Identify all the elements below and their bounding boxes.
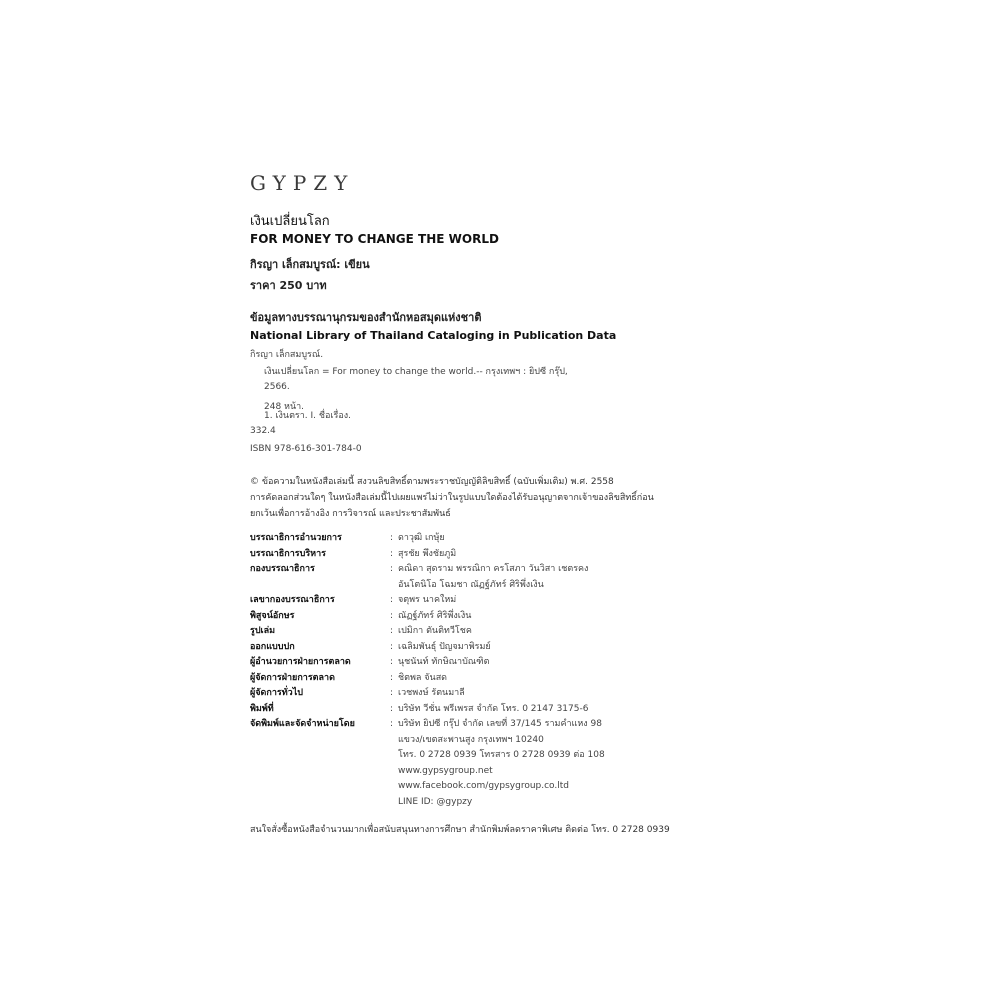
credit-role: บรรณาธิการอำนวยการ	[250, 533, 342, 543]
bulk-order-note: สนใจสั่งซื้อหนังสือจำนวนมากเพื่อสนับสนุนทางการศึกษา สำนักพิมพ์ลดราคาพิเศษ ติดต่อ โทร. 0 2728 0939	[250, 825, 670, 835]
credits-list	[250, 531, 730, 810]
cip-heading-english: National Library of Thailand Cataloging in Publication Data	[250, 329, 617, 342]
book-title-thai: เงินเปลี่ยนโลก	[250, 214, 330, 229]
credit-row	[250, 531, 730, 547]
credit-value	[398, 640, 491, 656]
cip-line: 2566.	[264, 382, 290, 392]
credit-value-line: บริษัท วีชั่น พรีเพรส จำกัด โทร. 0 2147 3175-6	[398, 703, 589, 714]
credit-value	[398, 609, 471, 625]
credit-role: รูปเล่ม	[250, 626, 276, 636]
credit-role: ออกแบบปก	[250, 641, 295, 652]
credit-value-line: สุรชัย พึงชัยภูมิ	[398, 548, 457, 559]
cip-classification: 332.4	[250, 426, 276, 436]
cip-heading-thai: ข้อมูลทางบรรณานุกรมของสำนักหอสมุดแห่งชาติ	[250, 311, 482, 324]
credit-value-line: อันโตนิโอ โฉมชา ณัฏฐ์ภัทร์ ศิริพึ่งเงิน	[398, 579, 544, 590]
credit-value-line: ดาวุฒิ เกษุ้ย	[398, 533, 445, 543]
credit-separator: :	[390, 595, 394, 605]
credit-value-line: นุชนันท์ ทักษิณาบัณฑิต	[398, 657, 490, 667]
credit-value-line: ณัฏฐ์ภัทร์ ศิริพึ่งเงิน	[398, 610, 472, 621]
credit-value	[398, 624, 472, 640]
publisher-logo: GYPZY	[250, 171, 355, 195]
credit-value	[398, 702, 588, 718]
credit-value-line: เวชพงษ์ รัตนมาลี	[398, 688, 465, 698]
credit-role: พิมพ์ที่	[250, 703, 274, 714]
credit-separator: :	[390, 626, 394, 636]
credit-value	[398, 562, 588, 593]
credit-row	[250, 624, 730, 640]
credit-role: ผู้จัดการฝ่ายการตลาด	[250, 672, 335, 683]
credit-separator: :	[390, 657, 394, 667]
credit-value-line: www.gypsygroup.net	[398, 765, 493, 776]
credit-value-line: ชิตพล จันสด	[398, 672, 448, 683]
credit-role: ผู้อำนวยการฝ่ายการตลาด	[250, 657, 351, 667]
credit-value-line: จตุพร นาคใหม่	[398, 595, 457, 605]
credit-role: เลขากองบรรณาธิการ	[250, 595, 335, 605]
credit-separator: :	[390, 548, 394, 559]
credit-value	[398, 593, 456, 609]
credit-row	[250, 717, 730, 810]
cip-line: 1. เงินตรา. I. ชื่อเรื่อง.	[264, 411, 351, 421]
credit-row	[250, 562, 730, 593]
credit-separator: :	[390, 688, 394, 698]
cip-isbn: ISBN 978-616-301-784-0	[250, 444, 362, 454]
book-title-english: FOR MONEY TO CHANGE THE WORLD	[250, 232, 499, 246]
credit-row	[250, 671, 730, 687]
book-author: กิรญา เล็กสมบูรณ์: เขียน	[250, 258, 370, 271]
credit-role: ผู้จัดการทั่วไป	[250, 688, 303, 698]
credit-row	[250, 655, 730, 671]
cip-line: 248 หน้า.	[264, 402, 305, 412]
credit-row	[250, 702, 730, 718]
credit-value-line: บริษัท ยิปซี กรุ๊ป จำกัด เลขที่ 37/145 รามคำแหง 98	[398, 719, 602, 729]
cip-line: กิรญา เล็กสมบูรณ์.	[250, 350, 324, 360]
credit-row	[250, 547, 730, 563]
credit-value-line: คณิดา สุดราม พรรณิกา ครโสภา วันวิสา เชตรคง	[398, 564, 589, 574]
credit-value-line: โทร. 0 2728 0939 โทรสาร 0 2728 0939 ต่อ 108	[398, 750, 605, 760]
credit-value-line: เฉลิมพันธุ์ ปัญจมาพิรมย์	[398, 641, 491, 652]
credit-row	[250, 640, 730, 656]
credit-row	[250, 593, 730, 609]
credit-separator: :	[390, 672, 394, 683]
credit-value	[398, 547, 456, 563]
credit-separator: :	[390, 641, 394, 652]
credit-separator: :	[390, 719, 394, 729]
credit-value-line: LINE ID: @gypzy	[398, 796, 473, 807]
credit-role: จัดพิมพ์และจัดจำหน่ายโดย	[250, 719, 355, 729]
credit-value	[398, 686, 465, 702]
credit-value	[398, 655, 489, 671]
credit-separator: :	[390, 703, 394, 714]
cip-line: เงินเปลี่ยนโลก = For money to change the world.-- กรุงเทพฯ : ยิปซี กรุ๊ป,	[264, 367, 568, 377]
credit-row	[250, 609, 730, 625]
credit-row	[250, 686, 730, 702]
credit-value	[398, 531, 445, 547]
book-price: ราคา 250 บาท	[250, 279, 327, 292]
credit-role: พิสูจน์อักษร	[250, 610, 295, 621]
credit-role: กองบรรณาธิการ	[250, 564, 315, 574]
copyright-line: ยกเว้นเพื่อการอ้างอิง การวิจารณ์ และประชาสัมพันธ์	[250, 509, 451, 519]
credit-value	[398, 671, 447, 687]
copyright-line: การคัดลอกส่วนใดๆ ในหนังสือเล่มนี้ไปเผยแพร่ไม่ว่าในรูปแบบใดต้องได้รับอนุญาตจากเจ้าของลิขสิทธิ์ก่อน	[250, 493, 654, 503]
credit-separator: :	[390, 564, 394, 574]
credit-value-line: เปมิกา ตันติทวีโชค	[398, 626, 472, 636]
credit-value-line: แขวง/เขตสะพานสูง กรุงเทพฯ 10240	[398, 734, 544, 745]
credit-separator: :	[390, 533, 394, 543]
copyright-line: © ข้อความในหนังสือเล่มนี้ สงวนลิขสิทธิ์ตามพระราชบัญญัติลิขสิทธิ์ (ฉบับเพิ่มเติม) พ.ศ. 2558	[250, 477, 614, 487]
credit-value	[398, 717, 605, 810]
credit-separator: :	[390, 610, 394, 621]
credit-role: บรรณาธิการบริหาร	[250, 548, 326, 559]
credit-value-line: www.facebook.com/gypsygroup.co.ltd	[398, 781, 570, 791]
